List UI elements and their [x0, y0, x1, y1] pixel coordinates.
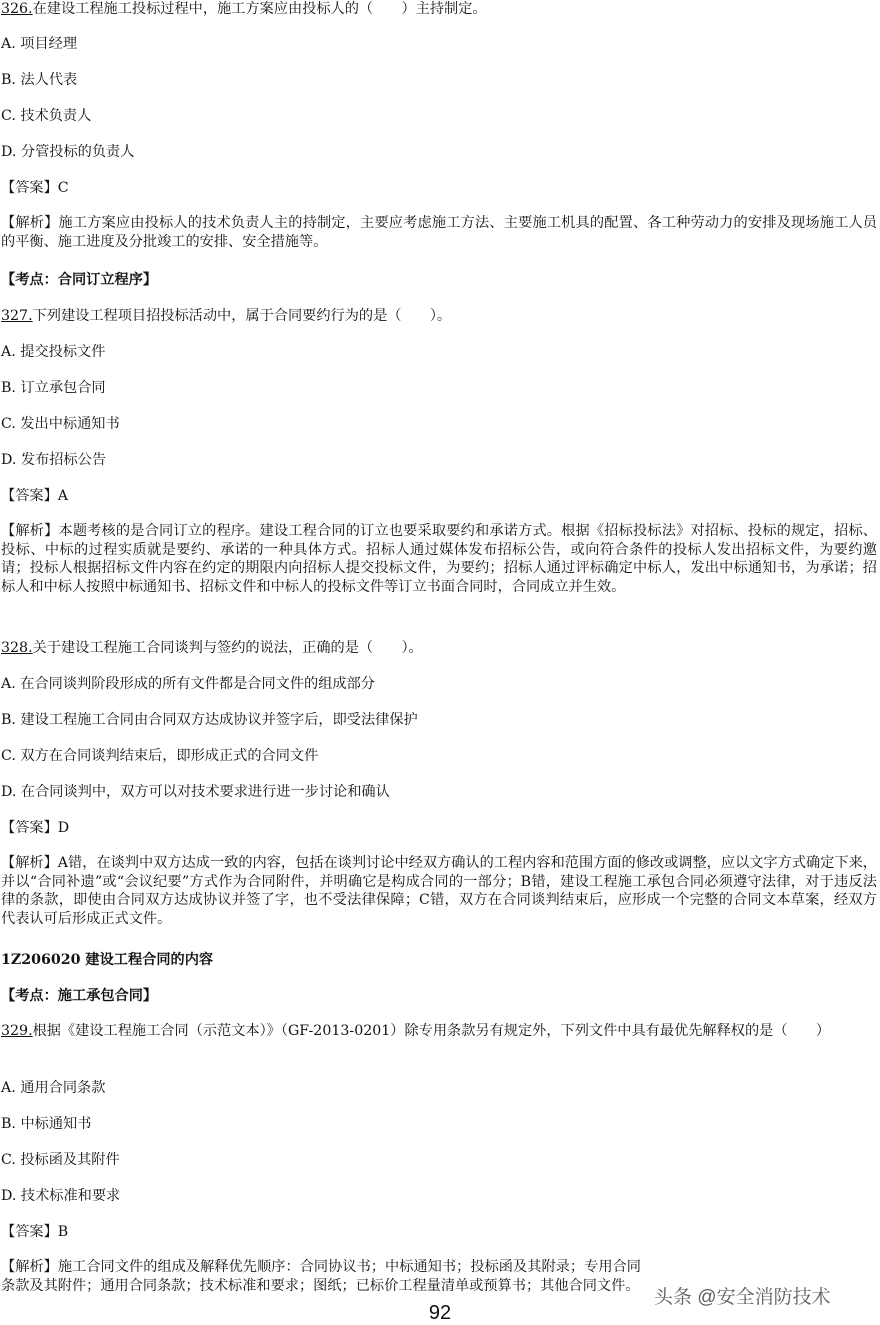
- question-326-answer: 【答案】C: [1, 180, 69, 196]
- question-326-analysis: 【解析】施工方案应由投标人的技术负责人主的持制定，主要应考虑施工方法、主要施工机具的配置、各工种劳动力的安排及现场施工人员的平衡、施工进度及分批竣工的安排、安全措施等。: [1, 215, 877, 250]
- question-328-option-b: B. 建设工程施工合同由合同双方达成协议并签字后，即受法律保护: [1, 712, 418, 728]
- question-327-option-b: B. 订立承包合同: [1, 380, 106, 396]
- question-329-option-b: B. 中标通知书: [1, 1116, 92, 1132]
- question-326-option-a: A. 项目经理: [1, 36, 78, 52]
- question-327-option-c: C. 发出中标通知书: [1, 416, 120, 432]
- exam-point-heading: 【考点：合同订立程序】: [1, 272, 158, 288]
- question-326-option-b: B. 法人代表: [1, 72, 78, 88]
- question-328-option-d: D. 在合同谈判中，双方可以对技术要求进行进一步讨论和确认: [1, 784, 390, 800]
- question-text: 在建设工程施工投标过程中，施工方案应由投标人的（ ）主持制定。: [32, 1, 487, 17]
- question-328-analysis: 【解析】A错，在谈判中双方达成一致的内容，包括在谈判讨论中经双方确认的工程内容和范围方面的修改或调整，应以文字方式确定下来，并以“合同补遗”或“会议纪要”方式作为合同附件，并明确它是构成合同的一部分；B错，建设工程施工承包合同必须遵守法律，对于违反法律的条款，即使由合同双方达成协议并签了字，也不受法律保障；C错，双方在合同谈判结束后，应形成一个完整的合同文本草案，经双方代表认可后形成正式文件。: [1, 855, 877, 927]
- question-number: 329.: [1, 1023, 33, 1039]
- question-text: 关于建设工程施工合同谈判与签约的说法，正确的是（ ）。: [32, 640, 423, 656]
- question-327-option-d: D. 发布招标公告: [1, 452, 107, 468]
- watermark: 头条 @安全消防技术: [654, 1287, 831, 1308]
- question-328-option-a: A. 在合同谈判阶段形成的所有文件都是合同文件的组成部分: [1, 676, 375, 692]
- question-328-answer: 【答案】D: [1, 820, 70, 836]
- question-327-option-a: A. 提交投标文件: [1, 344, 106, 360]
- question-329-analysis: 【解析】施工合同文件的组成及解释优先顺序：合同协议书；中标通知书；投标函及其附录；专用合同条款及其附件；通用合同条款；技术标准和要求；图纸；已标价工程量清单或预算书；其他合同文件。: [1, 1259, 641, 1294]
- question-326-option-d: D. 分管投标的负责人: [1, 144, 135, 160]
- question-326-stem: [1, 0, 879, 18]
- question-number: 326.: [1, 1, 33, 17]
- question-326-option-c: C. 技术负责人: [1, 108, 92, 124]
- question-number: 328.: [1, 640, 33, 656]
- question-327-analysis: 【解析】本题考核的是合同订立的程序。建设工程合同的订立也要采取要约和承诺方式。根据《招标投标法》对招标、投标的规定，招标、投标、中标的过程实质就是要约、承诺的一种具体方式。招标人通过媒体发布招标公告，或向符合条件的投标人发出招标文件，为要约邀请；投标人根据招标文件内容在约定的期限内向招标人提交投标文件，为要约；招标人通过评标确定中标人，发出中标通知书，为承诺；招标人和中标人按照中标通知书、招标文件和中标人的投标文件等订立书面合同时，合同成立并生效。: [1, 523, 877, 595]
- question-number: 327.: [1, 308, 33, 324]
- question-text: 根据《建设工程施工合同（示范文本）》（GF-2013-0201）除专用条款另有规定外，下列文件中具有最优先解释权的是（ ）: [32, 1023, 831, 1039]
- question-329-option-c: C. 投标函及其附件: [1, 1152, 120, 1168]
- question-329-option-a: A. 通用合同条款: [1, 1080, 106, 1096]
- exam-point-heading: 【考点：施工承包合同】: [1, 988, 158, 1004]
- question-329-stem: [1, 1022, 877, 1041]
- section-title: 1Z206020 建设工程合同的内容: [1, 952, 214, 968]
- question-327-answer: 【答案】A: [1, 488, 68, 504]
- question-328-stem: [1, 639, 879, 657]
- question-text: 下列建设工程项目招投标活动中，属于合同要约行为的是（ ）。: [32, 308, 452, 324]
- question-328-option-c: C. 双方在合同谈判结束后，即形成正式的合同文件: [1, 748, 319, 764]
- question-329-answer: 【答案】B: [1, 1224, 69, 1240]
- page-number: 92: [428, 1302, 452, 1324]
- question-329-option-d: D. 技术标准和要求: [1, 1188, 121, 1204]
- question-327-stem: [1, 307, 879, 325]
